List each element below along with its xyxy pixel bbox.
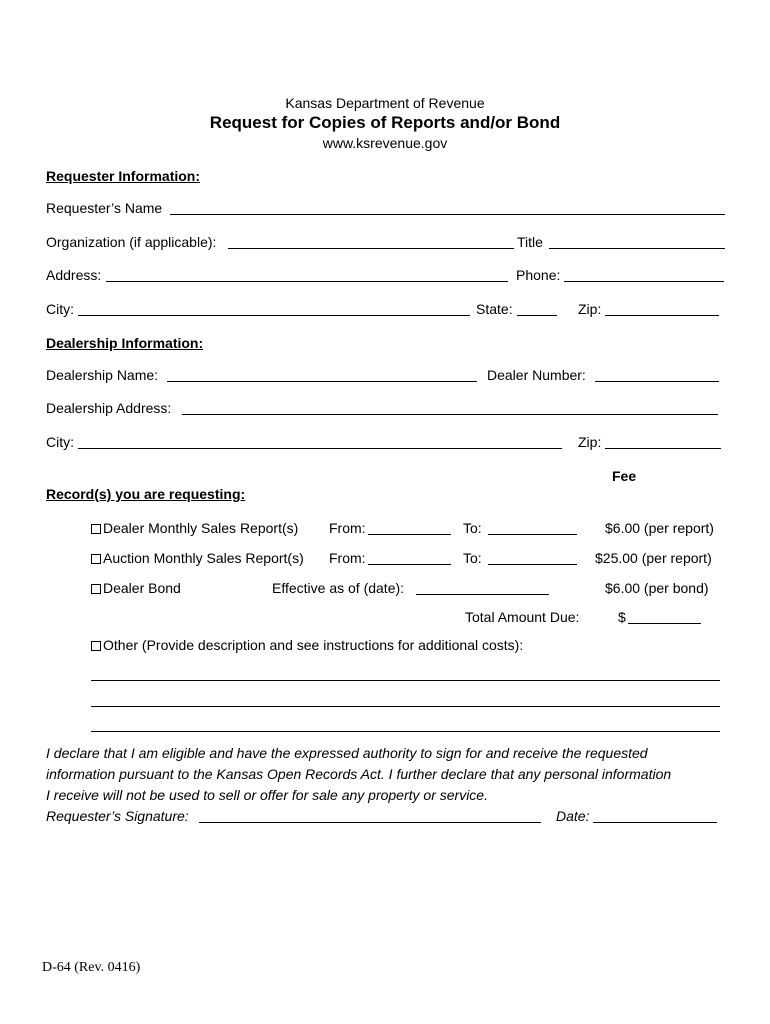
requester-name-field[interactable] bbox=[170, 214, 725, 215]
organization-label: Organization (if applicable): bbox=[46, 234, 217, 250]
dealership-heading: Dealership Information: bbox=[46, 335, 204, 351]
date-field[interactable] bbox=[593, 822, 717, 823]
city-field[interactable] bbox=[78, 315, 470, 316]
dealer-monthly-fee: $6.00 (per report) bbox=[605, 520, 714, 536]
state-field[interactable] bbox=[517, 315, 557, 316]
title-field[interactable] bbox=[549, 248, 725, 249]
dealer-monthly-report-option[interactable] bbox=[91, 520, 298, 536]
declaration-line-2: information pursuant to the Kansas Open Records Act. I further declare that any personal information bbox=[46, 766, 672, 782]
dealership-name-label: Dealership Name: bbox=[46, 367, 159, 383]
dealer-monthly-to-field[interactable] bbox=[488, 534, 577, 535]
dealership-zip-label: Zip: bbox=[578, 434, 602, 450]
dealer-bond-checkbox[interactable] bbox=[91, 584, 101, 594]
dealer-monthly-label: Dealer Monthly Sales Report(s) bbox=[103, 520, 299, 536]
dealer-bond-option[interactable] bbox=[91, 580, 181, 596]
dealership-city-label: City: bbox=[46, 434, 74, 450]
other-label: Other (Provide description and see instructions for additional costs): bbox=[103, 637, 524, 653]
signature-field[interactable] bbox=[199, 822, 541, 823]
zip-label: Zip: bbox=[578, 301, 602, 317]
auction-monthly-to-label: To: bbox=[463, 550, 482, 566]
total-amount-field[interactable] bbox=[628, 623, 701, 624]
requester-name-label: Requester’s Name bbox=[46, 200, 163, 216]
other-description-line-2[interactable] bbox=[91, 706, 720, 707]
requester-heading: Requester Information: bbox=[46, 168, 201, 184]
dealer-monthly-checkbox[interactable] bbox=[91, 524, 101, 534]
state-label: State: bbox=[476, 301, 513, 317]
dealer-bond-effective-label: Effective as of (date): bbox=[272, 580, 405, 596]
organization-field[interactable] bbox=[228, 248, 514, 249]
other-option[interactable] bbox=[91, 637, 523, 653]
form-title: Request for Copies of Reports and/or Bond bbox=[209, 113, 561, 132]
website: www.ksrevenue.gov bbox=[322, 135, 448, 151]
auction-monthly-checkbox[interactable] bbox=[91, 554, 101, 564]
dealer-number-label: Dealer Number: bbox=[487, 367, 586, 383]
title-label: Title bbox=[517, 234, 543, 250]
dealer-bond-label: Dealer Bond bbox=[103, 580, 181, 596]
dealership-address-field[interactable] bbox=[182, 414, 718, 415]
records-heading: Record(s) you are requesting: bbox=[46, 486, 246, 502]
address-field[interactable] bbox=[106, 281, 508, 282]
auction-monthly-from-field[interactable] bbox=[368, 564, 451, 565]
form-id: D-64 (Rev. 0416) bbox=[42, 960, 141, 975]
declaration-line-1: I declare that I am eligible and have the expressed authority to sign for and receive the requested bbox=[46, 745, 648, 761]
dealership-zip-field[interactable] bbox=[605, 448, 721, 449]
auction-monthly-fee: $25.00 (per report) bbox=[595, 550, 712, 566]
total-amount-label: Total Amount Due: bbox=[465, 609, 580, 625]
auction-monthly-report-option[interactable] bbox=[91, 550, 304, 566]
phone-field[interactable] bbox=[564, 281, 724, 282]
dealership-address-label: Dealership Address: bbox=[46, 400, 172, 416]
city-label: City: bbox=[46, 301, 74, 317]
dealership-name-field[interactable] bbox=[167, 381, 477, 382]
dealer-monthly-to-label: To: bbox=[463, 520, 482, 536]
other-checkbox[interactable] bbox=[91, 641, 101, 651]
agency-name: Kansas Department of Revenue bbox=[285, 95, 485, 111]
fee-column-header: Fee bbox=[612, 468, 637, 484]
zip-field[interactable] bbox=[605, 315, 719, 316]
address-label: Address: bbox=[46, 267, 102, 283]
dealer-bond-fee: $6.00 (per bond) bbox=[605, 580, 709, 596]
other-description-line-1[interactable] bbox=[91, 680, 720, 681]
dealer-number-field[interactable] bbox=[595, 381, 719, 382]
dealer-monthly-from-field[interactable] bbox=[368, 534, 451, 535]
dealership-city-field[interactable] bbox=[78, 448, 562, 449]
phone-label: Phone: bbox=[516, 267, 561, 283]
dealer-monthly-from-label: From: bbox=[329, 520, 366, 536]
auction-monthly-from-label: From: bbox=[329, 550, 366, 566]
signature-label: Requester’s Signature: bbox=[46, 808, 189, 824]
date-label: Date: bbox=[556, 808, 590, 824]
auction-monthly-to-field[interactable] bbox=[488, 564, 577, 565]
dealer-bond-effective-field[interactable] bbox=[416, 594, 549, 595]
total-currency: $ bbox=[618, 609, 626, 625]
other-description-line-3[interactable] bbox=[91, 731, 720, 732]
auction-monthly-label: Auction Monthly Sales Report(s) bbox=[103, 550, 304, 566]
declaration-line-3: I receive will not be used to sell or offer for sale any property or service. bbox=[46, 787, 488, 803]
